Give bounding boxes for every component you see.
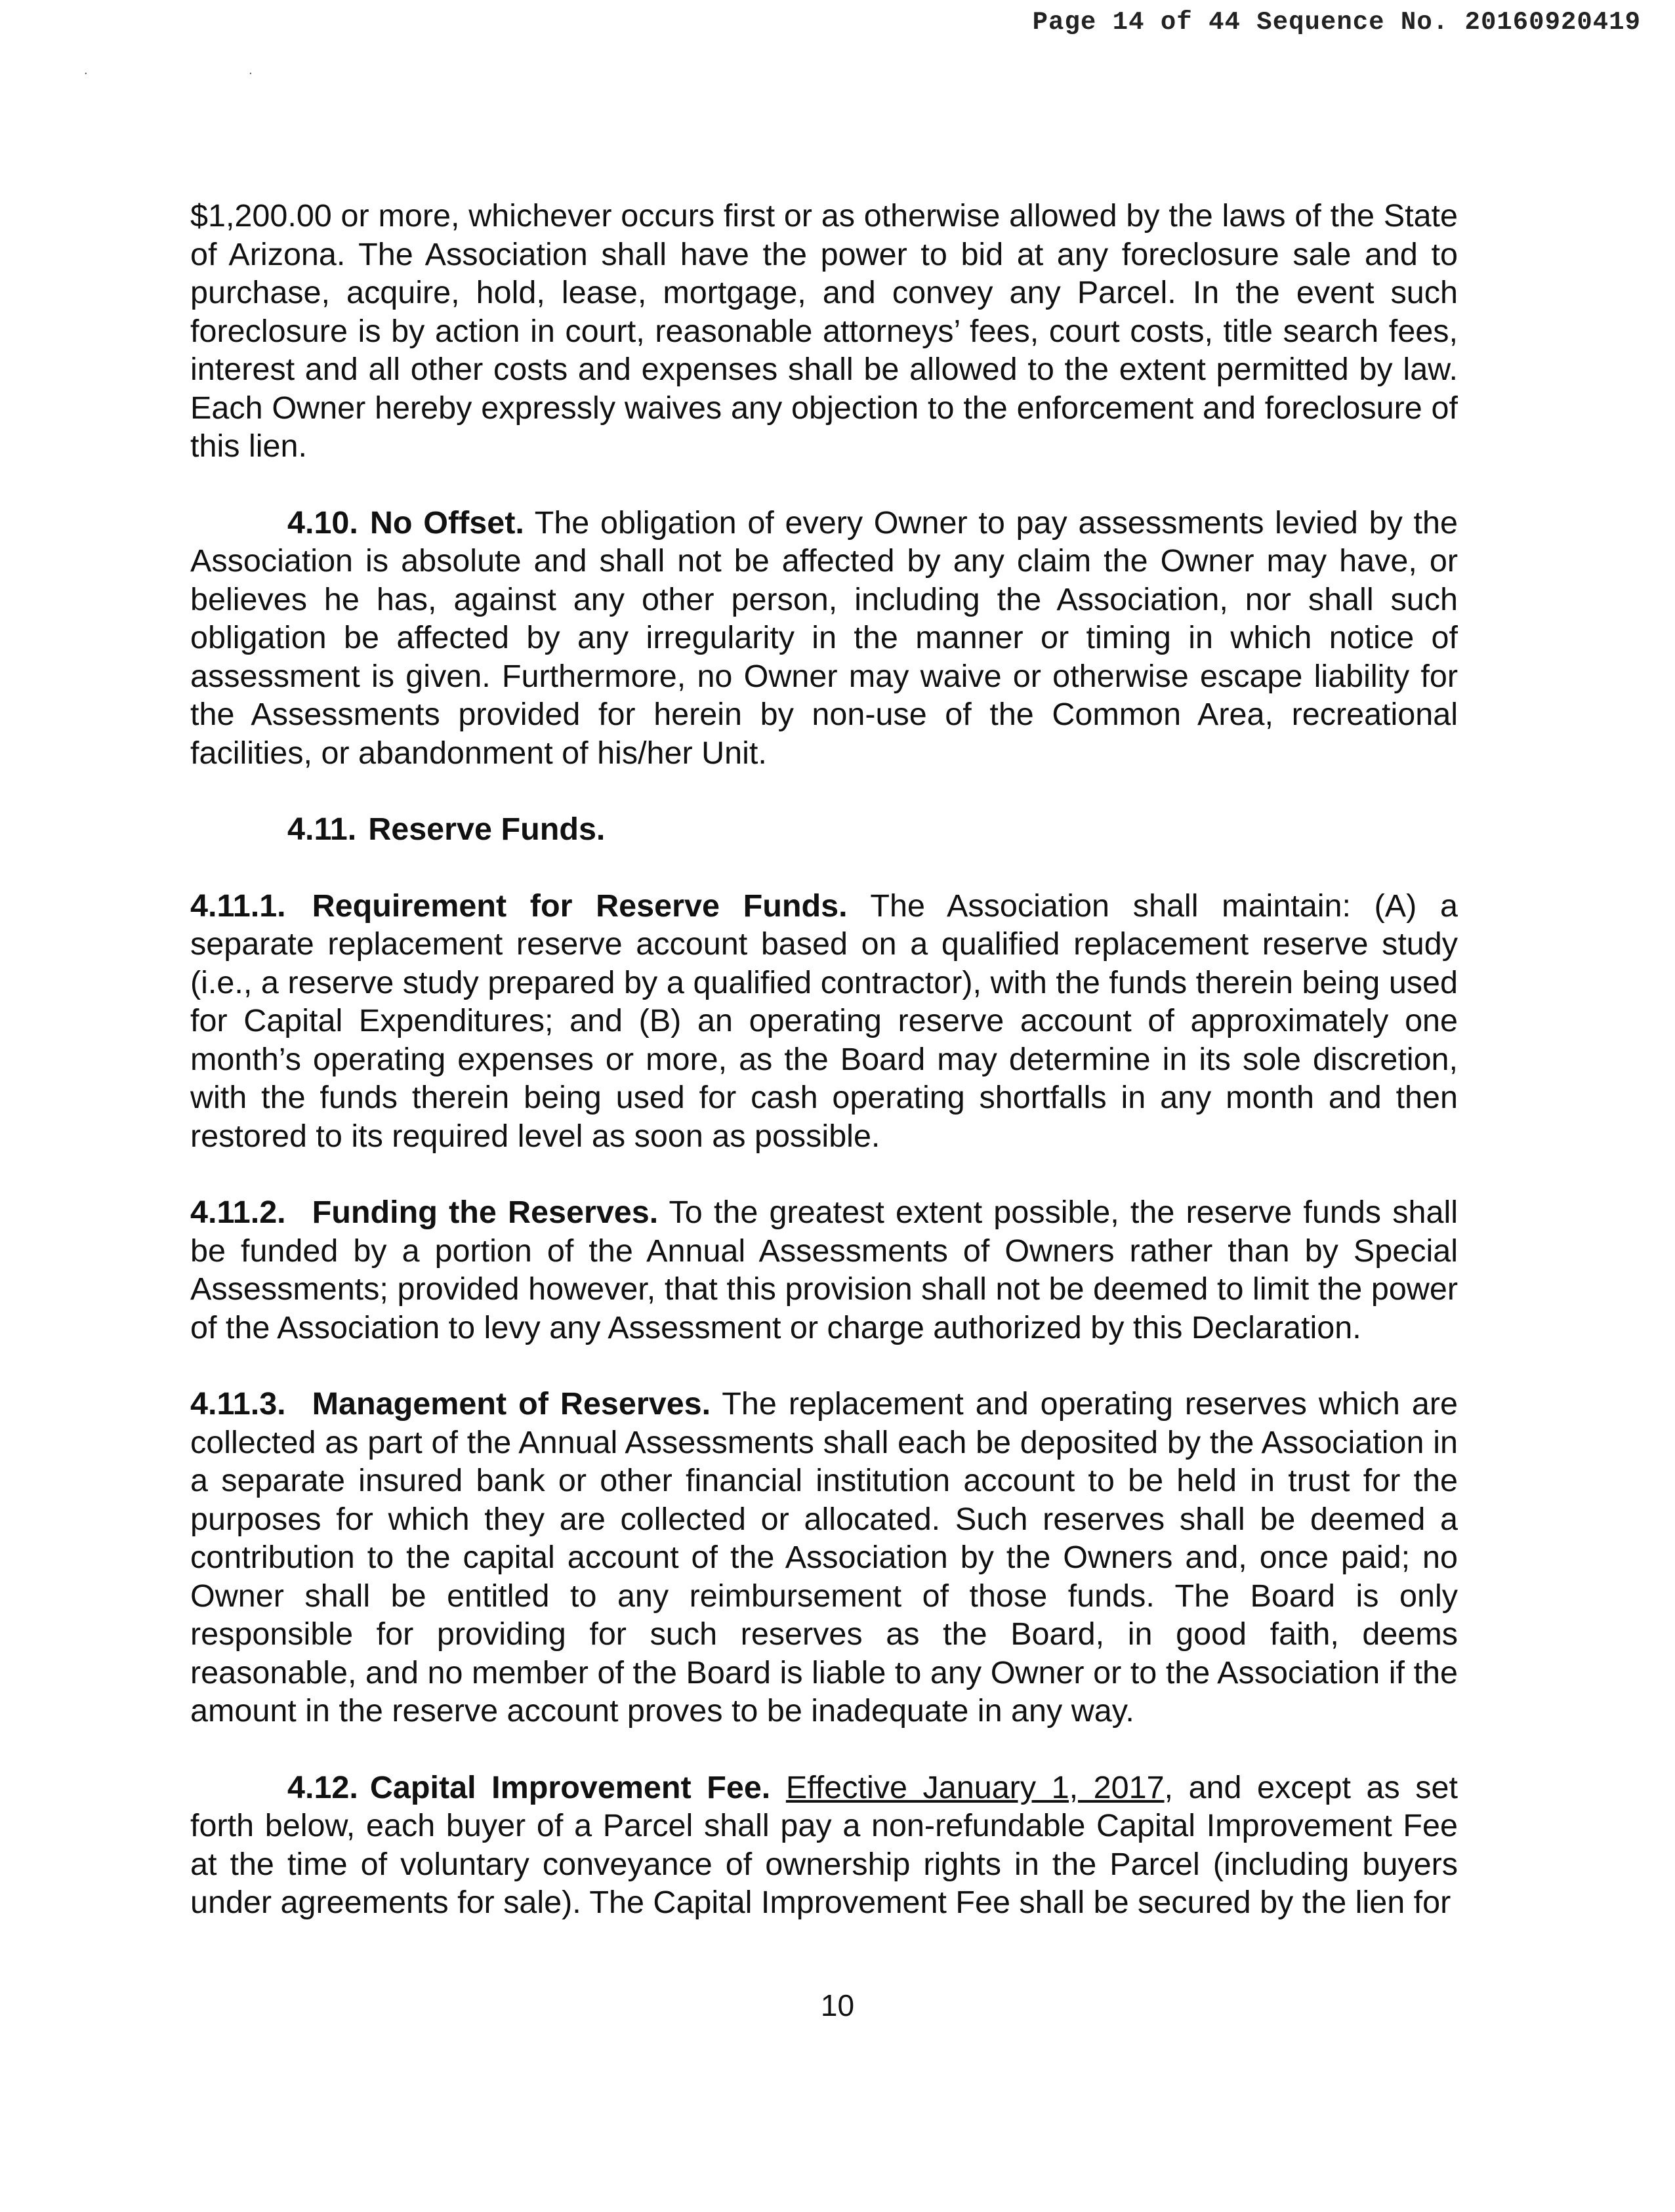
section-body: The Association shall maintain: (A) a separate replacement reserve account based on a qualified replacement reserve study (i.e., a reserve study prepared by a qualified contractor), with the funds therein being used for Capital Expenditures; and (B) an operating reserve account of approximately one month’s operating expenses or more, as the Board may determine in its sole discretion, with the funds therein being used for cash operating shortfalls in any month and then restored to its required level as soon as possible. xyxy=(190,888,1458,1154)
section-4-11-3 xyxy=(190,1385,1458,1731)
section-body: , and except as set forth below, each buyer of a Parcel shall pay a non-refundable Capital Improvement Fee at the time of voluntary conveyance of ownership rights in the Parcel (including buyers under agreements for sale). The Capital Improvement Fee shall be secured by the lien for xyxy=(190,1769,1458,1920)
section-body: The replacement and operating reserves which are collected as part of the Annual Assessments shall each be deposited by the Association in a separate insured bank or other financial institution account to be held in trust for the purposes for which they are collected or allocated. Such reserves shall be deemed a contribution to the capital account of the Association by the Owners and, once paid; no Owner shall be entitled to any reimbursement of those funds. The Board is only responsible for providing for such reserves as the Board, in good faith, deems reasonable, and no member of the Board is liable to any Owner or to the Association if the amount in the reserve account proves to be inadequate in any way. xyxy=(190,1386,1458,1729)
section-4-11-2 xyxy=(190,1193,1458,1347)
section-number: 4.11.1. xyxy=(190,888,286,924)
section-body: To the greatest extent possible, the reserve funds shall be funded by a portion of the Annual Assessments of Owners rather than by Special Assessments; provided however, that this provision shall not be deemed to limit the power of the Association to levy any Assessment or charge authorized by this Declaration. xyxy=(190,1195,1458,1345)
section-4-12 xyxy=(190,1769,1458,1922)
document-body xyxy=(190,197,1458,1960)
section-title: Management of Reserves. xyxy=(312,1386,711,1422)
section-4-11 xyxy=(190,810,1458,849)
paragraph-lien-continuation: $1,200.00 or more, whichever occurs first or as otherwise allowed by the laws of the State of Arizona. The Association shall have the power to bid at any foreclosure sale and to purchase, acquire, hold, lease, mortgage, and convey any Parcel. In the event such foreclosure is by action in court, reasonable attorneys’ fees, court costs, title search fees, interest and all other costs and expenses shall be allowed to the extent permitted by law. Each Owner hereby expressly waives any objection to the enforcement and foreclosure of this lien. xyxy=(190,198,1458,464)
section-number: 4.12. xyxy=(287,1769,358,1805)
scan-specks: . . xyxy=(84,63,331,77)
section-title: No Offset. xyxy=(369,504,524,541)
section-title: Requirement for Reserve Funds. xyxy=(312,888,848,924)
effective-date: Effective January 1, 2017 xyxy=(785,1769,1165,1805)
section-title: Capital Improvement Fee. xyxy=(369,1769,771,1805)
section-number: 4.11. xyxy=(287,811,357,847)
page-sequence-header: Page 14 of 44 Sequence No. 20160920419 xyxy=(1032,8,1641,37)
section-title: Funding the Reserves. xyxy=(312,1195,659,1230)
section-number: 4.11.3. xyxy=(190,1386,286,1422)
section-number: 4.11.2. xyxy=(190,1195,286,1230)
section-title: Reserve Funds. xyxy=(368,811,606,847)
section-4-10 xyxy=(190,504,1458,773)
page-number: 10 xyxy=(820,1988,855,2022)
section-4-11-1 xyxy=(190,887,1458,1156)
section-number: 4.10. xyxy=(287,504,358,541)
section-body: The obligation of every Owner to pay assessments levied by the Association is absolute and shall not be affected by any claim the Owner may have, or believes he has, against any other person, including the Association, nor shall such obligation be affected by any irregularity in the manner or timing in which notice of assessment is given. Furthermore, no Owner may waive or otherwise escape liability for the Assessments provided for herein by non-use of the Common Area, recreational facilities, or abandonment of his/her Unit. xyxy=(190,504,1458,771)
